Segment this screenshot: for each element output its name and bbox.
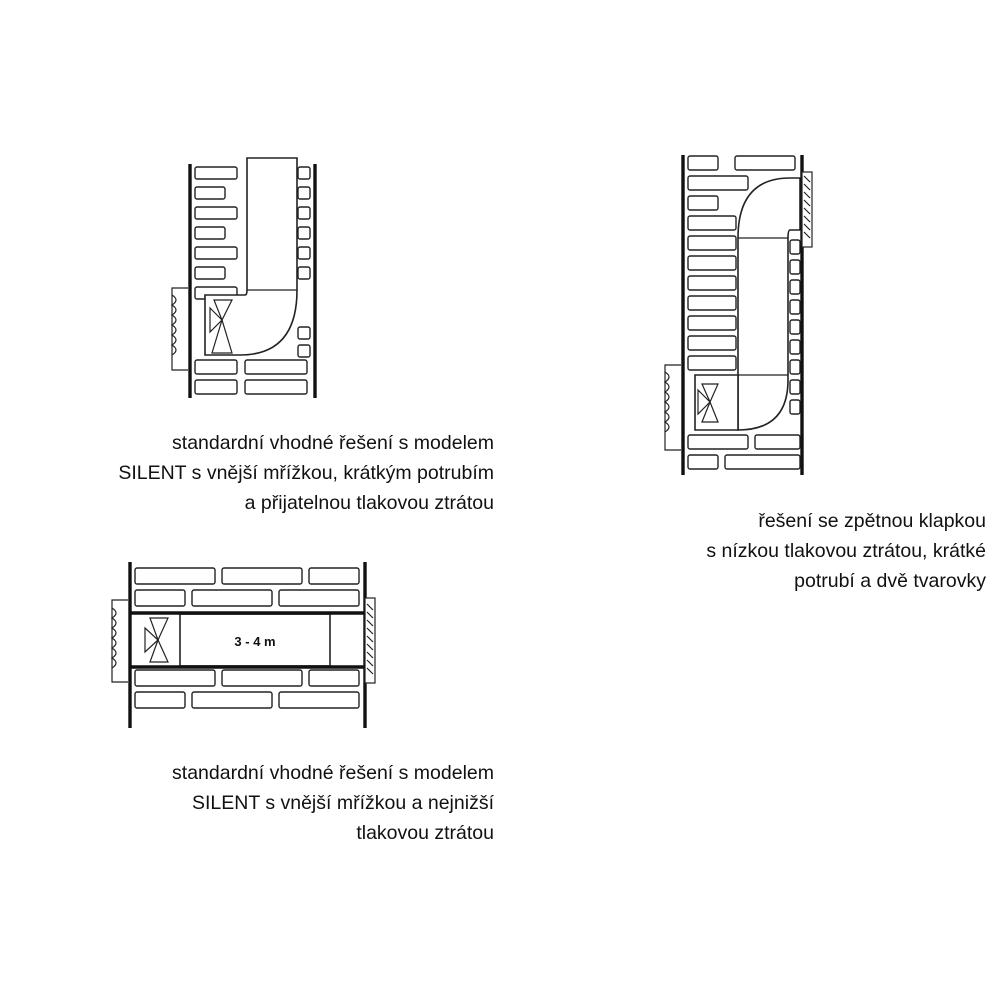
fan-icon — [145, 618, 168, 662]
diagram-c-svg — [100, 560, 390, 730]
caption-diagram-c: standardní vhodné řešení s modelem SILENT s vnější mřížkou a nejnižší tlakovou ztrátou — [172, 762, 494, 844]
grille-icon — [665, 365, 681, 450]
caption-diagram-a: standardní vhodné řešení s modelem SILENT s vnější mřížkou, krátkým potrubím a přijatelnou tlakovou ztrátou — [118, 432, 494, 514]
diagram-vertical-elbow — [160, 150, 330, 400]
backdraft-damper-icon — [365, 598, 375, 683]
grille-icon — [112, 600, 128, 682]
caption-diagram-b: řešení se zpětnou klapkou s nízkou tlakovou ztrátou, krátké potrubí a dvě tvarovky — [706, 510, 986, 592]
diagram-b-svg — [650, 150, 820, 480]
diagram-two-elbows — [650, 150, 820, 480]
backdraft-damper-icon — [802, 172, 812, 247]
duct-length-label: 3 - 4 m — [234, 634, 276, 649]
diagram-horizontal-duct — [100, 560, 390, 730]
diagram-a-svg — [160, 150, 330, 400]
grille-icon — [172, 288, 188, 370]
